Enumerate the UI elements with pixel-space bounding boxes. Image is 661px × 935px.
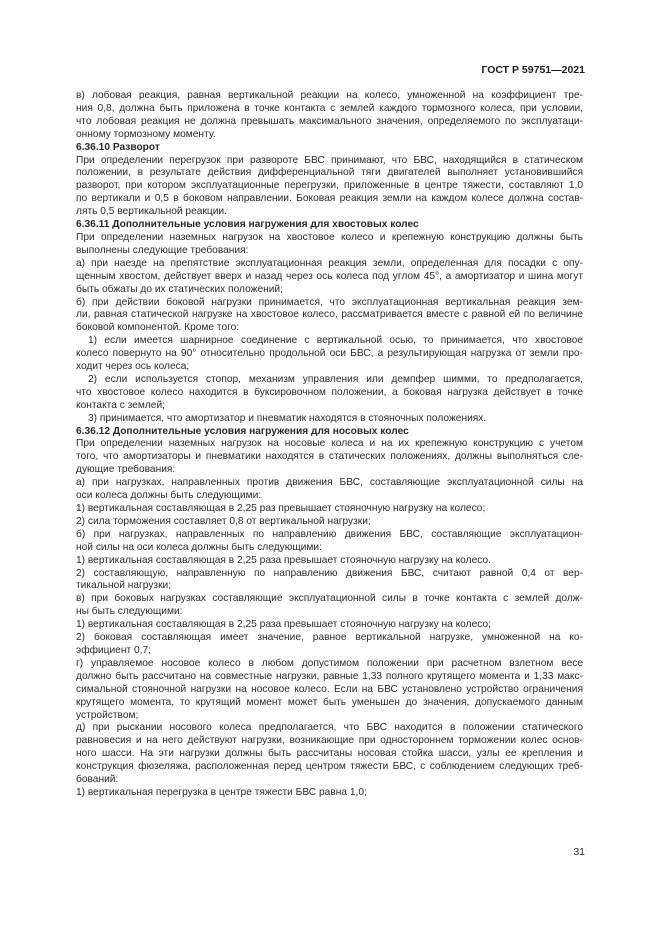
text-line: положении, в результате действия дифференциальной тяги двигателей выполняет установившийся bbox=[76, 167, 583, 179]
text-line: ли, равная статической нагрузке на хвостовое колесо, рассматривается вместе с равной ей по величине bbox=[76, 309, 583, 321]
document-header-standard-id: ГОСТ Р 59751—2021 bbox=[481, 64, 585, 76]
text-line: в) при боковых нагрузках составляющие эксплуатационной силы в точке контакта с землей долж- bbox=[76, 593, 583, 605]
text-line: 3) принимается, что амортизатор и пневматик находятся в стояночных положениях. bbox=[88, 412, 487, 424]
text-line: г) управляемое носовое колесо в любом допустимом положении при расчетном взлетном весе bbox=[76, 657, 583, 669]
text-line: онному тормозному моменту. bbox=[76, 128, 216, 140]
text-line: колесо повернуто на 90° относительно продольной оси БВС, а результирующая нагрузка от земли про- bbox=[76, 348, 583, 360]
text-line: щенным хвостом, действует вверх и назад через ось колеса под углом 45°, а амортизатор и шина могут bbox=[76, 270, 583, 282]
text-line: ной силы на оси колеса должны быть следующими: bbox=[76, 541, 322, 553]
text-line: 1) вертикальная составляющая в 2,25 раз превышает стояночную нагрузку на колесо; bbox=[76, 503, 486, 514]
text-line: 1) вертикальная составляющая в 2,25 раза превышает стояночную нагрузку на колесо. bbox=[76, 554, 491, 566]
text-line: конструкция фюзеляжа, расположенная перед центром тяжести БВС, с соблюдением следующих треб- bbox=[76, 761, 583, 773]
text-line: что хвостовое колесо находится в буксировочном положении, а боковая нагрузка действует в точке bbox=[76, 386, 583, 398]
text-line: крутящего момента, то крутящий момент может быть уменьшен до значения, допускаемого данным bbox=[76, 696, 583, 708]
text-line: ходит через ось колеса; bbox=[76, 361, 190, 373]
text-line: б) при нагрузках, направленных по направлению движения БВС, составляющие эксплуатацион- bbox=[76, 528, 583, 540]
text-line: б) при действии боковой нагрузки принимается, что эксплуатационная вертикальная реакция зем- bbox=[76, 296, 583, 308]
text-line: контакта с землей; bbox=[76, 399, 165, 411]
text-line: оси колеса должны быть следующими: bbox=[76, 490, 262, 502]
section-heading: 6.36.10 Разворот bbox=[76, 141, 160, 153]
text-line: При определении перегрузок при развороте БВС принимают, что БВС, находящийся в статическом bbox=[76, 154, 583, 166]
text-line: При определении наземных нагрузок на носовые колеса и на их крепежную конструкцию с учетом bbox=[76, 438, 583, 450]
text-line: 2) составляющую, направленную по направлению движения БВС, считают равной 0,4 от вер- bbox=[76, 567, 583, 579]
text-line: выполнены следующие требования: bbox=[76, 244, 249, 256]
text-line: 1) вертикальная перегрузка в центре тяжести БВС равна 1,0; bbox=[76, 786, 367, 798]
text-line: ния 0,8, должна быть приложена в точке контакта с землей каждого тормозного колеса, при условии, bbox=[76, 102, 583, 114]
text-line: тикальной нагрузки; bbox=[76, 580, 172, 592]
section-heading: 6.36.12 Дополнительные условия нагружения для носовых колес bbox=[76, 425, 409, 437]
text-line: а) при наезде на препятствие эксплуатационная реакция земли, определенная для посадки с опу- bbox=[76, 257, 583, 269]
text-line: в) лобовая реакция, равная вертикальной реакции на колесо, умноженной на коэффициент тре- bbox=[76, 90, 583, 101]
text-line: устройством; bbox=[76, 709, 139, 721]
text-line: того, что амортизаторы и пневматики находятся в статических положениях, должны выполняться сле- bbox=[76, 451, 583, 463]
text-line: лять 0,5 вертикальной реакции. bbox=[76, 206, 227, 218]
text-line: бований: bbox=[76, 774, 119, 786]
text-line: д) при рыскании носового колеса предполагается, что БВС находится в положении статического bbox=[76, 722, 583, 734]
text-line: 2) боковая составляющая имеет значение, равное вертикальной нагрузке, умноженной на ко- bbox=[76, 632, 583, 644]
text-line: симальной стояночной нагрузки на носовое колесо. Если на БВС установлено устройство ограничения bbox=[76, 683, 583, 695]
text-line: должно быть рассчитано на совместные нагрузки, равные 1,33 полного крутящего момента и 1,33 макс- bbox=[76, 670, 583, 682]
text-line: 1) если имеется шарнирное соединение с вертикальной осью, то принимается, что хвостовое bbox=[88, 335, 583, 347]
text-line: дующие требования: bbox=[76, 464, 176, 476]
text-line: по вертикали и 0,5 в боковом направлении. Боковая реакция земли на каждом колесе должна состав- bbox=[76, 193, 583, 205]
page-number: 31 bbox=[573, 846, 585, 858]
text-line: эффициент 0,7; bbox=[76, 644, 151, 656]
text-line: что лобовая реакция не должна превышать максимального значения, определяемого по эксплуатаци- bbox=[76, 115, 583, 127]
text-line: быть обжаты до их статических положений; bbox=[76, 283, 283, 295]
text-line: 2) если используется стопор, механизм управления или демпфер шимми, то предполагается, bbox=[88, 373, 583, 385]
text-line: равновесия и на него действуют нагрузки, возникающие при одностороннем торможении колес основ- bbox=[76, 735, 583, 747]
document-body-text bbox=[76, 90, 583, 800]
text-line: ны быть следующими: bbox=[76, 606, 183, 618]
text-line: боковой компонентой. Кроме того: bbox=[76, 322, 240, 334]
section-heading: 6.36.11 Дополнительные условия нагружения для хвостовых колес bbox=[76, 219, 419, 231]
text-line: разворот, при котором эксплуатационные перегрузки, приложенные в центре тяжести, составляют 1,0 bbox=[76, 180, 583, 192]
text-line: а) при нагрузках, направленных против движения БВС, составляющие эксплуатационной силы на bbox=[76, 477, 583, 489]
text-line: 2) сила торможения составляет 0,8 от вертикальной нагрузки; bbox=[76, 515, 371, 527]
text-line: ного шасси. На эти нагрузки должны быть рассчитаны носовая стойка шасси, узлы ее крепления и bbox=[76, 748, 583, 760]
text-line: При определении наземных нагрузок на хвостовое колесо и крепежную конструкцию должны быть bbox=[76, 231, 583, 243]
text-line: 1) вертикальная составляющая в 2,25 раза превышает стояночную нагрузку на колесо; bbox=[76, 619, 491, 631]
